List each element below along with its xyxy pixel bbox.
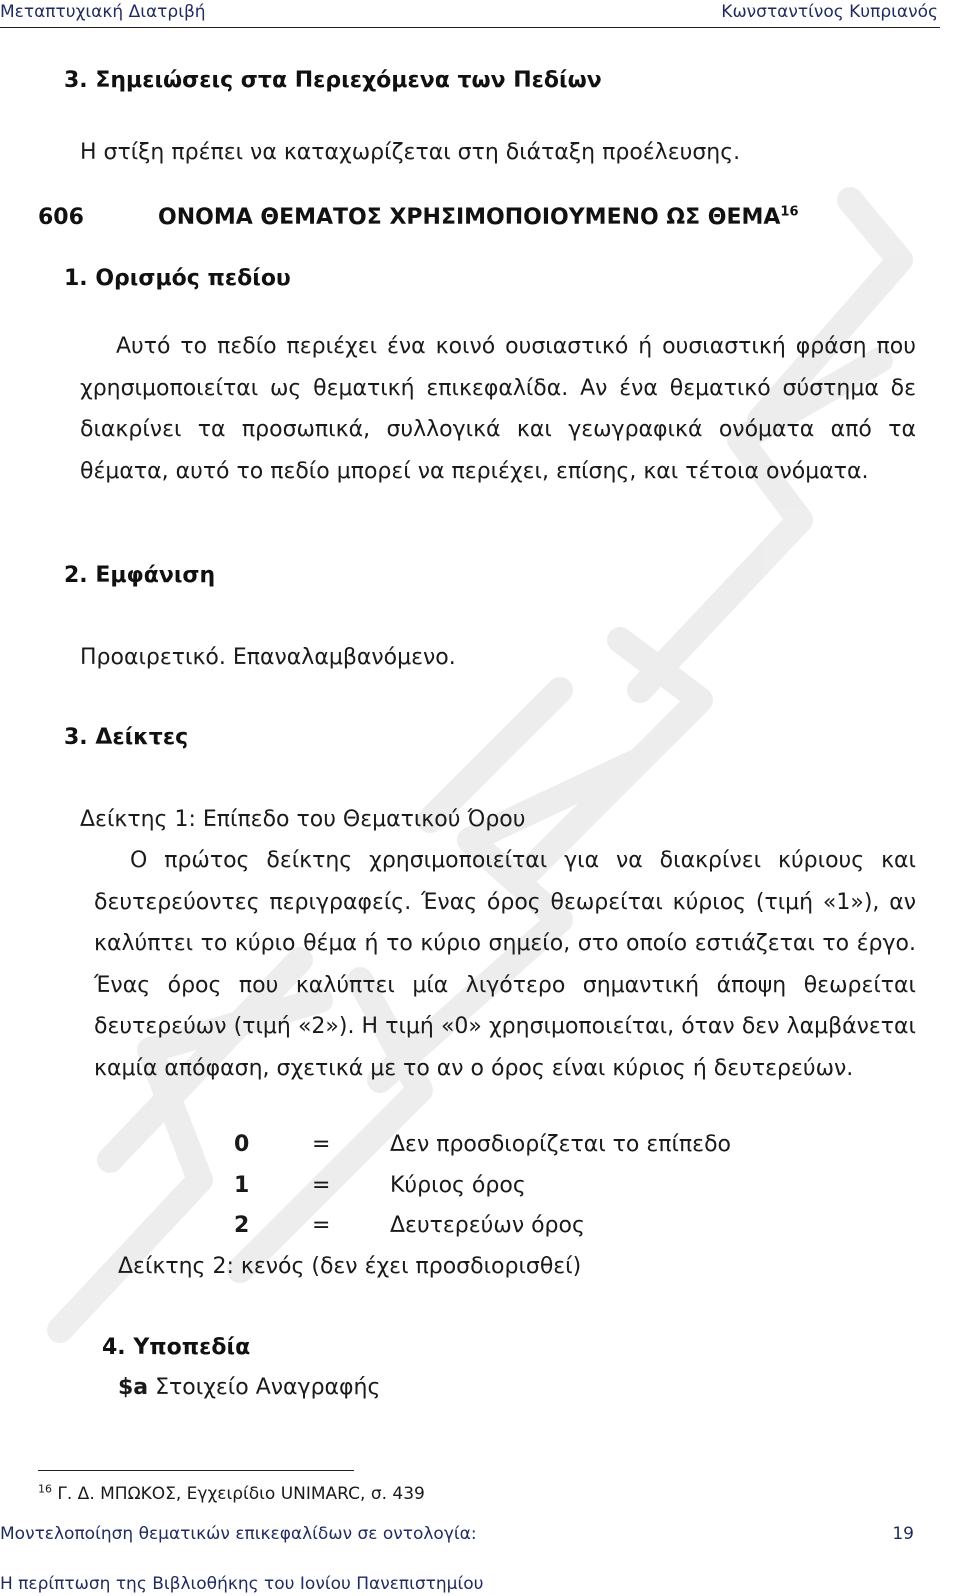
field-title (158, 203, 799, 233)
value-1-code: 1 (234, 1173, 250, 1198)
footnote-reference: 16 (780, 204, 799, 220)
value-0-equals: = (312, 1132, 331, 1157)
value-2-code: 2 (234, 1213, 250, 1238)
value-2-equals: = (312, 1213, 331, 1238)
indicators-heading: 3. Δείκτες (64, 725, 189, 750)
occurrence-text: Προαιρετικό. Επαναλαμβανόμενο. (80, 645, 456, 670)
indicator-2-label: Δείκτης 2: κενός (δεν έχει προσδιορισθεί) (118, 1254, 582, 1279)
value-0-code: 0 (234, 1132, 250, 1157)
footnote-divider (38, 1470, 354, 1471)
running-header-left: Μεταπτυχιακή Διατριβή (0, 2, 206, 22)
indicator-1-text: Ο πρώτος δείκτης χρησιμοποιείται για να διακρίνει κύριους και δευτερεύοντες περιγραφείς. Ένας όρος θεωρείται κύριος (τιμή «1»), αν καλύπτει το κύριο θέμα ή το κύριο σημείο, στο οποίο εστιάζεται το έργο. Ένας όρος που καλύπτει μία λιγότερο σημαντική άποψη θεωρείται δευτερεύων (τιμή «2»). Η τιμή «0» χρησιμοποιείται, όταν δεν λαμβάνεται καμία απόφαση, σχετικά με το αν ο όρος είναι κύριος ή δευτερεύων. (94, 848, 916, 1081)
value-1-description: Κύριος όρος (390, 1173, 526, 1198)
footnote (38, 1482, 425, 1506)
footnote-number: 16 (38, 1482, 52, 1496)
value-1-equals: = (312, 1173, 331, 1198)
value-2-description: Δευτερεύων όρος (390, 1213, 585, 1238)
value-0-description: Δεν προσδιορίζεται το επίπεδο (390, 1132, 731, 1157)
subfields-heading: 4. Υποπεδία (102, 1335, 251, 1360)
footer-line-2: Η περίπτωση της Βιβλιοθήκης του Ιονίου Πανεπιστημίου (0, 1574, 484, 1594)
field-title-text: ΟΝΟΜΑ ΘΕΜΑΤΟΣ ΧΡΗΣΙΜΟΠΟΙΟΥΜΕΝΟ ΩΣ ΘΕΜΑ (158, 205, 781, 230)
subfield-a-label: Στοιχείο Αναγραφής (155, 1375, 381, 1400)
occurrence-heading: 2. Εμφάνιση (64, 563, 216, 588)
subfield-a-code: $a (118, 1375, 149, 1400)
footnote-text: Γ. Δ. ΜΠΩΚΟΣ, Εγχειρίδιο UNIMARC, σ. 439 (57, 1484, 425, 1504)
subfield-a (118, 1373, 380, 1403)
page-number: 19 (892, 1524, 914, 1544)
field-number: 606 (38, 205, 84, 230)
header-divider (0, 27, 940, 28)
footer-line-1: Μοντελοποίηση θεματικών επικεφαλίδων σε οντολογία: (0, 1524, 477, 1544)
section-3-text: Η στίξη πρέπει να καταχωρίζεται στη διάταξη προέλευσης. (80, 140, 741, 165)
indicator-1-label: Δείκτης 1: Επίπεδο του Θεματικού Όρου (80, 807, 526, 832)
definition-heading: 1. Ορισμός πεδίου (64, 266, 291, 291)
running-header-right: Κωνσταντίνος Κυπριανός (721, 2, 938, 22)
definition-text: Αυτό το πεδίο περιέχει ένα κοινό ουσιαστικό ή ουσιαστική φράση που χρησιμοποιείται ως θεματική επικεφαλίδα. Αν ένα θεματικό σύστημα δε διακρίνει τα προσωπικά, συλλογικά και γεωγραφικά ονόματα από τα θέματα, αυτό το πεδίο μπορεί να περιέχει, επίσης, και τέτοια ονόματα. (80, 334, 916, 484)
section-3-heading: 3. Σημειώσεις στα Περιεχόμενα των Πεδίων (64, 68, 602, 93)
